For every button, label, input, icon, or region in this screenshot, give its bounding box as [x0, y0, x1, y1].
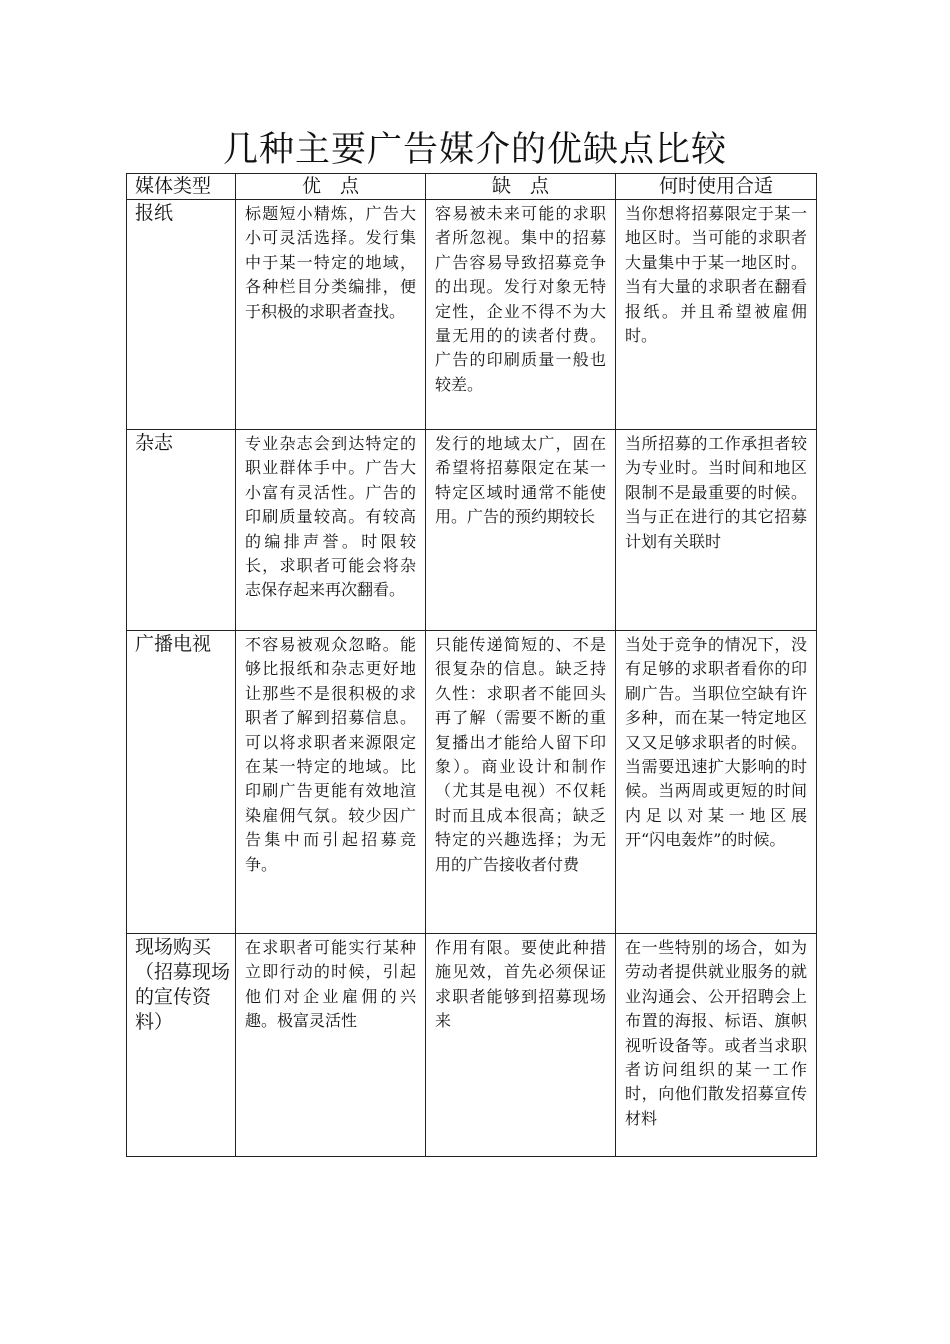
table-header-row — [127, 174, 817, 200]
comparison-table — [126, 173, 817, 1157]
when-cell: 当所招募的工作承担者较为专业时。当时间和地区限制不是最重要的时候。当与正在进行的其它招募计划有关联时 — [616, 430, 817, 631]
cons-cell: 作用有限。要使此种措施见效，首先必须保证求职者能够到招募现场来 — [426, 934, 616, 1157]
pros-cell: 专业杂志会到达特定的职业群体手中。广告大小富有灵活性。广告的印刷质量较高。有较高的编排声誉。时限较长，求职者可能会将杂志保存起来再次翻看。 — [236, 430, 426, 631]
media-type-cell: 广播电视 — [127, 631, 236, 934]
media-type-cell: 报纸 — [127, 200, 236, 430]
table-row — [127, 430, 817, 631]
pros-cell: 标题短小精炼，广告大小可灵活选择。发行集中于某一特定的地域，各种栏目分类编排，便于积极的求职者查找。 — [236, 200, 426, 430]
header-pros: 优 点 — [236, 174, 426, 200]
pros-cell: 在求职者可能实行某种立即行动的时候，引起他们对企业雇佣的兴趣。极富灵活性 — [236, 934, 426, 1157]
table-row — [127, 631, 817, 934]
table-row — [127, 200, 817, 430]
cons-cell: 只能传递简短的、不是很复杂的信息。缺乏持久性：求职者不能回头再了解（需要不断的重复播出才能给人留下印象）。商业设计和制作（尤其是电视）不仅耗时而且成本很高；缺乏特定的兴趣选择；为无用的广告接收者付费 — [426, 631, 616, 934]
when-cell: 当你想将招募限定于某一地区时。当可能的求职者大量集中于某一地区时。当有大量的求职者在翻看报纸。并且希望被雇佣时。 — [616, 200, 817, 430]
header-cons: 缺 点 — [426, 174, 616, 200]
media-type-cell: 现场购买（招募现场的宣传资料） — [127, 934, 236, 1157]
table-row — [127, 934, 817, 1157]
header-media-type: 媒体类型 — [127, 174, 236, 200]
cons-cell: 发行的地域太广，固在希望将招募限定在某一特定区域时通常不能使用。广告的预约期较长 — [426, 430, 616, 631]
media-type-cell: 杂志 — [127, 430, 236, 631]
when-cell: 在一些特别的场合，如为劳动者提供就业服务的就业沟通会、公开招聘会上布置的海报、标语、旗帜视听设备等。或者当求职者访问组织的某一工作时，向他们散发招募宣传材料 — [616, 934, 817, 1157]
document-title: 几种主要广告媒介的优缺点比较 — [222, 130, 727, 170]
when-cell: 当处于竞争的情况下，没有足够的求职者看你的印刷广告。当职位空缺有许多种，而在某一特定地区又又足够求职者的时候。当需要迅速扩大影响的时候。当两周或更短的时间内足以对某一地区展开“闪电轰炸”的时候。 — [616, 631, 817, 934]
header-when: 何时使用合适 — [616, 174, 817, 200]
cons-cell: 容易被未来可能的求职者所忽视。集中的招募广告容易导致招募竞争的出现。发行对象无特定性，企业不得不为大量无用的的读者付费。广告的印刷质量一般也较差。 — [426, 200, 616, 430]
pros-cell: 不容易被观众忽略。能够比报纸和杂志更好地让那些不是很积极的求职者了解到招募信息。可以将求职者来源限定在某一特定的地域。比印刷广告更能有效地渲染雇佣气氛。较少因广告集中而引起招募竞争。 — [236, 631, 426, 934]
